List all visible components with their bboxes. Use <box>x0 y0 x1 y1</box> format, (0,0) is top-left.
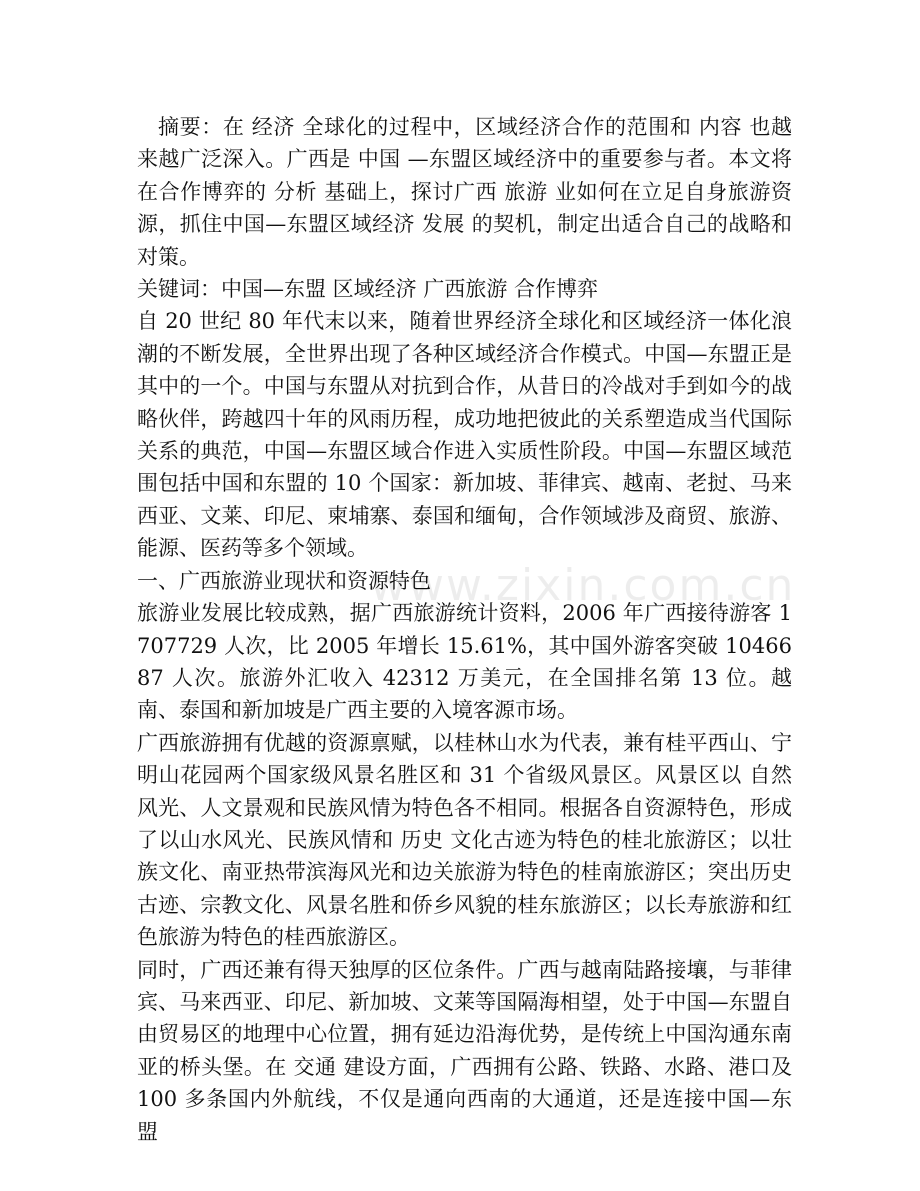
tourism-resources-paragraph: 广西旅游拥有优越的资源禀赋，以桂林山水为代表，兼有桂平西山、宁明山花园两个国家级风景名胜区和 31 个省级风景区。风景区以 自然 风光、人文景观和民族风情为特色各不相同。根据各自资源特色，形成了以山水风光、民族风情和 历史 文化古迹为特色的桂北旅游区；以壮族文化、南亚热带滨海风光和边关旅游为特色的桂南旅游区；突出历史古迹、宗教文化、风景名胜和侨乡风貌的桂东旅游区；以长寿旅游和红色旅游为特色的桂西旅游区。 <box>137 730 792 950</box>
intro-paragraph: 自 20 世纪 80 年代末以来，随着世界经济全球化和区域经济一体化浪潮的不断发展，全世界出现了各种区域经济合作模式。中国—东盟正是其中的一个。中国与东盟从对抗到合作，从昔日的冷战对手到如今的战略伙伴，跨越四十年的风雨历程，成功地把彼此的关系塑造成当代国际关系的典范，中国—东盟区域合作进入实质性阶段。中国—东盟区域范围包括中国和东盟的 10 个国家：新加坡、菲律宾、越南、老挝、马来西亚、文莱、印尼、柬埔寨、泰国和缅甸，合作领域涉及商贸、旅游、能源、医药等多个领域。 <box>137 309 792 561</box>
watermark: www.zixin.com.cn <box>370 560 796 611</box>
location-paragraph: 同时，广西还兼有得天独厚的区位条件。广西与越南陆路接壤，与菲律宾、马来西亚、印尼、新加坡、文莱等国隔海相望，处于中国—东盟自由贸易区的地理中心位置，拥有延边沿海优势，是传统上中国沟通东南亚的桥头堡。在 交通 建设方面，广西拥有公路、铁路、水路、港口及 100 多条国内外航线，不仅是通向西南的大通道，还是连接中国—东盟 <box>137 957 792 1144</box>
section-heading: 一、广西旅游业现状和资源特色 <box>137 568 431 593</box>
abstract-paragraph: 摘要：在 经济 全球化的过程中，区域经济合作的范围和 内容 也越来越广泛深入。广西是 中国 —东盟区域经济中的重要参与者。本文将在合作博弈的 分析 基础上，探讨广西 旅游 业如何在立足自身旅游资源，抓住中国—东盟区域经济 发展 的契机，制定出适合自己的战略和对策。 <box>137 115 792 269</box>
tourism-status-paragraph: 旅游业发展比较成熟，据广西旅游统计资料，2006 年广西接待游客 1707729 人次，比 2005 年增长 15.61%，其中国外游客突破 1046687 人次。旅游外汇收入 42312 万美元，在全国排名第 13 位。越南、泰国和新加坡是广西主要的入境客源市场。 <box>137 601 792 723</box>
document-body <box>137 111 792 1148</box>
keywords-paragraph: 关键词：中国—东盟 区域经济 广西旅游 合作博弈 <box>137 277 599 302</box>
